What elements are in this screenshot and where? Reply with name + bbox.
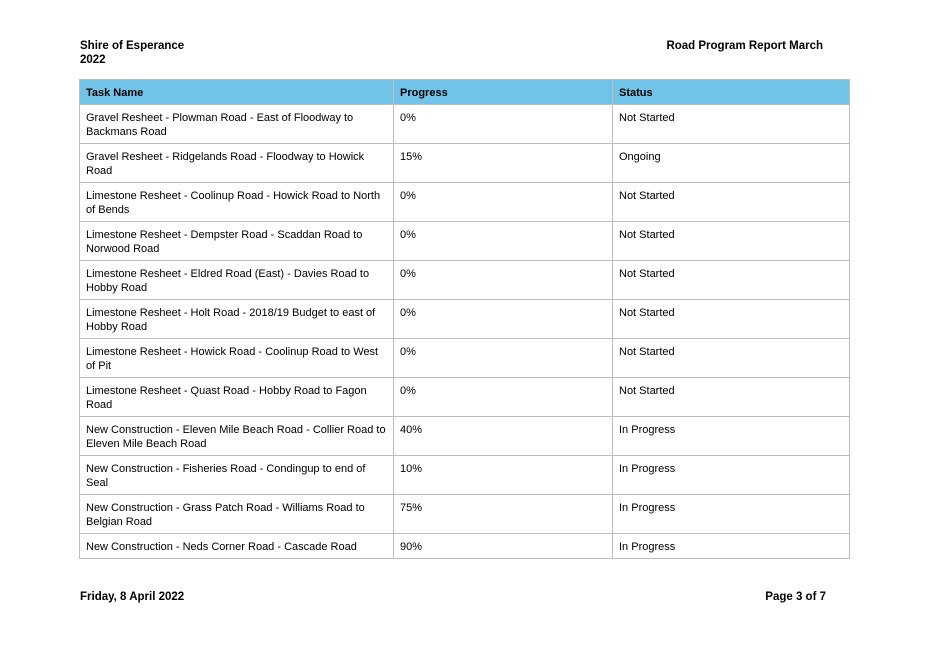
table-row [80,183,850,222]
column-header-status: Status [613,80,850,105]
table-row [80,144,850,183]
status-cell: In Progress [613,534,850,559]
table-row [80,456,850,495]
table-row [80,417,850,456]
task-name-cell: Limestone Resheet - Howick Road - Coolinup Road to West of Pit [80,339,394,378]
task-name-cell: New Construction - Eleven Mile Beach Road - Collier Road to Eleven Mile Beach Road [80,417,394,456]
progress-cell: 90% [394,534,613,559]
org-name: Shire of Esperance [80,40,185,52]
table-row [80,222,850,261]
org-header [80,39,184,67]
table-row [80,300,850,339]
column-header-task-name: Task Name [80,80,394,105]
status-cell: Not Started [613,183,850,222]
road-program-table [79,79,850,559]
status-cell: Not Started [613,105,850,144]
status-cell: In Progress [613,456,850,495]
task-name-cell: Gravel Resheet - Ridgelands Road - Floodway to Howick Road [80,144,394,183]
progress-cell: 0% [394,105,613,144]
footer-date: Friday, 8 April 2022 [80,591,185,603]
status-cell: Ongoing [613,144,850,183]
table-row [80,495,850,534]
task-name-cell: New Construction - Grass Patch Road - Williams Road to Belgian Road [80,495,394,534]
status-cell: In Progress [613,417,850,456]
status-cell: Not Started [613,339,850,378]
status-cell: In Progress [613,495,850,534]
task-name-cell: New Construction - Fisheries Road - Condingup to end of Seal [80,456,394,495]
task-name-cell: Limestone Resheet - Coolinup Road - Howick Road to North of Bends [80,183,394,222]
table-header-row [80,80,850,105]
table-row [80,378,850,417]
progress-cell: 0% [394,222,613,261]
org-year: 2022 [80,54,106,66]
progress-cell: 0% [394,378,613,417]
task-name-cell: Limestone Resheet - Holt Road - 2018/19 Budget to east of Hobby Road [80,300,394,339]
report-title: Road Program Report March [666,40,823,52]
task-name-cell: Limestone Resheet - Dempster Road - Scaddan Road to Norwood Road [80,222,394,261]
table-row [80,339,850,378]
progress-cell: 0% [394,339,613,378]
task-name-cell: New Construction - Neds Corner Road - Cascade Road [80,534,394,559]
progress-cell: 0% [394,300,613,339]
status-cell: Not Started [613,378,850,417]
task-name-cell: Gravel Resheet - Plowman Road - East of Floodway to Backmans Road [80,105,394,144]
progress-cell: 40% [394,417,613,456]
task-name-cell: Limestone Resheet - Quast Road - Hobby Road to Fagon Road [80,378,394,417]
progress-cell: 0% [394,261,613,300]
table-row [80,534,850,559]
status-cell: Not Started [613,222,850,261]
table-row [80,261,850,300]
progress-cell: 75% [394,495,613,534]
progress-cell: 0% [394,183,613,222]
table-row [80,105,850,144]
column-header-progress: Progress [394,80,613,105]
footer-page-number: Page 3 of 7 [765,591,826,603]
status-cell: Not Started [613,261,850,300]
progress-cell: 10% [394,456,613,495]
status-cell: Not Started [613,300,850,339]
task-name-cell: Limestone Resheet - Eldred Road (East) - Davies Road to Hobby Road [80,261,394,300]
progress-cell: 15% [394,144,613,183]
